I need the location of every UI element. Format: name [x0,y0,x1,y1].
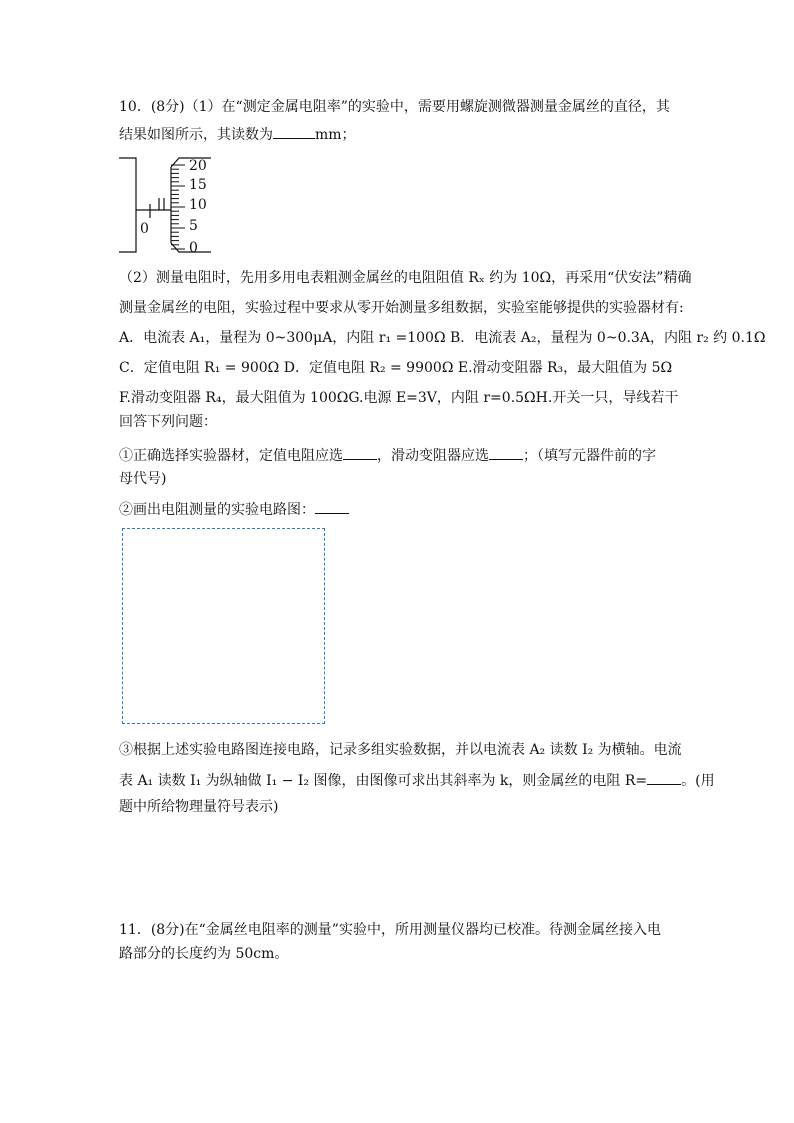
q10-option-f-g-h: F.滑动变阻器 R₄，最大阻值为 100ΩG.电源 E=3V，内阻 r=0.5ΩH.开关一只，导线若干 [119,390,679,406]
q10-sub-1-text: ①正确选择实验器材，定值电阻应选 [119,448,343,464]
q10-line-3: （2）测量电阻时，先用多用电表粗测金属丝的电阻阻值 Rₓ 约为 10Ω，再采用“伏安法”精确 [119,270,692,286]
q10-sub-3-cont [119,770,715,791]
answer-blank-rheostat[interactable] [489,445,523,460]
circuit-drawing-area[interactable] [122,528,325,724]
q10-sub-1 [119,445,656,466]
thimble-label-15: 15 [189,177,207,193]
q10-option-a-b: A．电流表 A₁，量程为 0~300μA，内阻 r₁ =100Ω B．电流表 A₂，量程为 0~0.3A，内阻 r₂ 约 0.1Ω [119,330,766,346]
answer-blank-reading[interactable] [273,124,315,139]
thimble-label-0: 0 [189,240,198,256]
q10-sub-3-text: 表 A₁ 读数 I₁ 为纵轴做 I₁ − I₂ 图像，由图像可求出其斜率为 k，则金属丝的电阻 R= [119,773,648,789]
thimble-label-10: 10 [189,197,207,213]
q10-sub-1-cont: 母代号) [119,471,167,487]
main-scale-zero-label: 0 [140,221,149,237]
q10-line-2-text: 结果如图所示，其读数为 [119,127,273,143]
q10-sub-3-end: 题中所给物理量符号表示) [119,799,279,815]
q10-sub-3: ③根据上述实验电路图连接电路，记录多组实验数据，并以电流表 A₂ 读数 I₂ 为横轴。电流 [119,742,682,758]
q10-line-4: 测量金属丝的电阻，实验过程中要求从零开始测量多组数据，实验室能够提供的实验器材有: [119,300,684,316]
q10-sub-2-text: ②画出电阻测量的实验电路图： [119,502,315,518]
q10-line-2-unit: mm； [315,127,356,143]
q10-sub-2 [119,499,349,520]
micrometer-figure [119,152,219,260]
q10-sub-3-text-2: 。(用 [681,773,715,789]
thimble-label-5: 5 [189,218,198,234]
thimble-label-20: 20 [189,158,207,174]
q10-line-2 [119,124,356,145]
q10-line-1: 10．(8分)（1）在“测定金属电阻率”的实验中，需要用螺旋测微器测量金属丝的直径，其 [119,99,670,115]
answer-blank-circuit[interactable] [315,499,349,514]
answer-blank-resistor[interactable] [343,445,377,460]
q10-option-c-d-e: C．定值电阻 R₁ = 900Ω D．定值电阻 R₂ = 9900Ω E.滑动变阻器 R₃，最大阻值为 5Ω [119,360,673,376]
q11-line-1: 11．(8分)在“金属丝电阻率的测量”实验中，所用测量仪器均已校准。待测金属丝接入电 [119,922,661,938]
q11-line-2: 路部分的长度约为 50cm。 [119,946,289,962]
q10-line-answer-prompt: 回答下列问题： [119,414,217,430]
q10-sub-1-text-2: ，滑动变阻器应选 [377,448,489,464]
micrometer-sleeve [119,158,136,252]
q10-sub-1-text-3: ；（填写元器件前的字 [523,448,656,464]
answer-blank-resistance[interactable] [647,770,681,785]
thimble-scale-ticks [171,165,185,249]
